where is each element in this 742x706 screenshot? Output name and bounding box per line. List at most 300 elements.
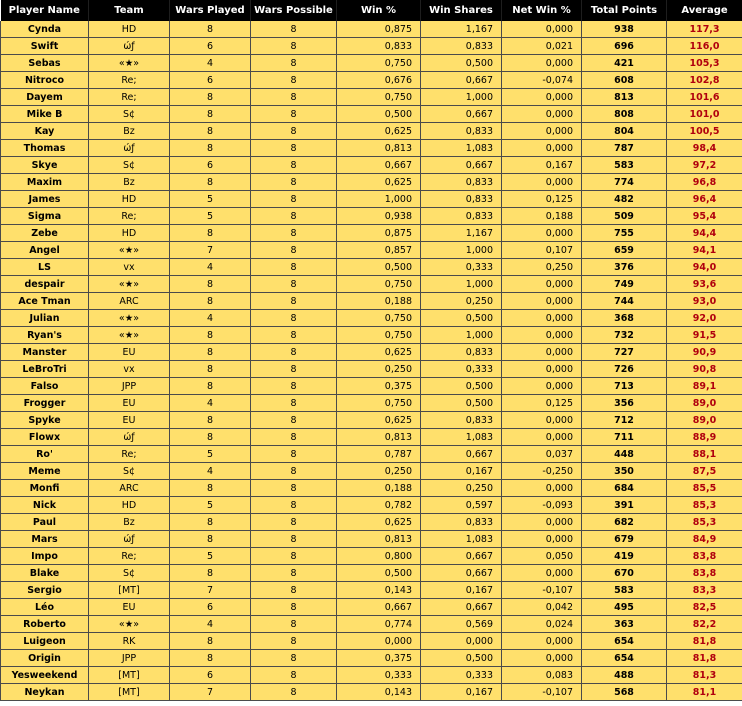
wars-played-cell: 8 [170,412,251,429]
win-shares-cell: 0,597 [421,497,502,514]
net-win-pct-cell: 0,037 [502,446,582,463]
table-row [1,429,742,446]
net-win-pct-cell: 0,125 [502,395,582,412]
win-pct-cell: 0,667 [337,157,421,174]
table-row [1,514,742,531]
average-cell: 81,1 [667,684,742,701]
win-shares-cell: 0,250 [421,293,502,310]
wars-possible-cell: 8 [251,514,337,531]
wars-possible-cell: 8 [251,565,337,582]
wars-played-cell: 8 [170,344,251,361]
win-pct-cell: 0,875 [337,225,421,242]
average-cell: 82,5 [667,599,742,616]
wars-possible-cell: 8 [251,208,337,225]
player-name-cell: Kay [1,123,89,140]
wars-possible-cell: 8 [251,446,337,463]
team-cell: «★» [89,276,170,293]
net-win-pct-cell: -0,093 [502,497,582,514]
win-pct-cell: 0,750 [337,327,421,344]
player-name-cell: Dayem [1,89,89,106]
table-row [1,497,742,514]
average-cell: 116,0 [667,38,742,55]
wars-played-cell: 6 [170,72,251,89]
player-name-cell: Maxim [1,174,89,191]
win-pct-cell: 0,000 [337,633,421,650]
net-win-pct-cell: 0,000 [502,310,582,327]
player-name-cell: Mike B [1,106,89,123]
win-pct-cell: 0,625 [337,123,421,140]
win-pct-cell: 0,750 [337,276,421,293]
wars-played-cell: 8 [170,378,251,395]
table-row [1,310,742,327]
player-name-cell: Meme [1,463,89,480]
wars-possible-cell: 8 [251,361,337,378]
total-points-cell: 350 [582,463,667,480]
win-pct-cell: 0,857 [337,242,421,259]
team-cell: Bz [89,174,170,191]
wars-played-cell: 8 [170,633,251,650]
wars-played-cell: 8 [170,276,251,293]
win-pct-cell: 0,750 [337,55,421,72]
net-win-pct-cell: 0,188 [502,208,582,225]
net-win-pct-cell: -0,250 [502,463,582,480]
table-row [1,344,742,361]
table-row [1,123,742,140]
wars-possible-cell: 8 [251,106,337,123]
wars-possible-cell: 8 [251,667,337,684]
team-cell: vx [89,259,170,276]
total-points-cell: 808 [582,106,667,123]
wars-played-cell: 8 [170,140,251,157]
wars-played-cell: 8 [170,531,251,548]
player-name-cell: Swift [1,38,89,55]
win-pct-cell: 0,750 [337,310,421,327]
table-row [1,395,742,412]
total-points-cell: 659 [582,242,667,259]
win-pct-cell: 0,813 [337,140,421,157]
net-win-pct-cell: 0,000 [502,21,582,38]
player-name-cell: Julian [1,310,89,327]
win-pct-cell: 0,500 [337,565,421,582]
header-wars-played: Wars Played [170,0,251,21]
team-cell: HD [89,191,170,208]
table-row [1,276,742,293]
wars-possible-cell: 8 [251,38,337,55]
win-shares-cell: 1,167 [421,225,502,242]
header-team: Team [89,0,170,21]
wars-possible-cell: 8 [251,259,337,276]
average-cell: 84,9 [667,531,742,548]
wars-played-cell: 4 [170,395,251,412]
wars-possible-cell: 8 [251,548,337,565]
player-name-cell: Falso [1,378,89,395]
win-pct-cell: 0,188 [337,480,421,497]
win-shares-cell: 1,083 [421,429,502,446]
wars-played-cell: 6 [170,157,251,174]
win-pct-cell: 0,800 [337,548,421,565]
wars-played-cell: 8 [170,361,251,378]
header-net-win-pct: Net Win % [502,0,582,21]
wars-possible-cell: 8 [251,412,337,429]
player-name-cell: Flowx [1,429,89,446]
win-shares-cell: 0,667 [421,599,502,616]
team-cell: S¢ [89,157,170,174]
header-total-points: Total Points [582,0,667,21]
total-points-cell: 488 [582,667,667,684]
wars-played-cell: 8 [170,293,251,310]
win-shares-cell: 0,167 [421,684,502,701]
wars-possible-cell: 8 [251,497,337,514]
total-points-cell: 813 [582,89,667,106]
wars-possible-cell: 8 [251,242,337,259]
wars-possible-cell: 8 [251,276,337,293]
wars-possible-cell: 8 [251,531,337,548]
table-row [1,157,742,174]
win-pct-cell: 0,676 [337,72,421,89]
team-cell: ώƒ [89,140,170,157]
table-row [1,89,742,106]
wars-played-cell: 8 [170,174,251,191]
win-shares-cell: 0,833 [421,514,502,531]
wars-possible-cell: 8 [251,344,337,361]
header-wars-possible: Wars Possible [251,0,337,21]
wars-played-cell: 6 [170,38,251,55]
table-row [1,446,742,463]
net-win-pct-cell: 0,000 [502,514,582,531]
table-row [1,548,742,565]
total-points-cell: 679 [582,531,667,548]
player-name-cell: Roberto [1,616,89,633]
win-shares-cell: 1,000 [421,89,502,106]
wars-played-cell: 7 [170,242,251,259]
win-pct-cell: 0,375 [337,650,421,667]
average-cell: 89,0 [667,412,742,429]
total-points-cell: 419 [582,548,667,565]
net-win-pct-cell: 0,167 [502,157,582,174]
net-win-pct-cell: 0,000 [502,89,582,106]
average-cell: 83,8 [667,548,742,565]
net-win-pct-cell: 0,021 [502,38,582,55]
win-pct-cell: 0,750 [337,89,421,106]
win-pct-cell: 0,250 [337,463,421,480]
player-name-cell: Mars [1,531,89,548]
net-win-pct-cell: 0,024 [502,616,582,633]
wars-possible-cell: 8 [251,378,337,395]
win-shares-cell: 0,500 [421,395,502,412]
average-cell: 92,0 [667,310,742,327]
win-pct-cell: 0,774 [337,616,421,633]
net-win-pct-cell: -0,074 [502,72,582,89]
wars-played-cell: 8 [170,565,251,582]
wars-played-cell: 7 [170,582,251,599]
average-cell: 101,0 [667,106,742,123]
wars-played-cell: 5 [170,208,251,225]
wars-possible-cell: 8 [251,123,337,140]
team-cell: Re; [89,89,170,106]
wars-played-cell: 4 [170,310,251,327]
total-points-cell: 356 [582,395,667,412]
average-cell: 87,5 [667,463,742,480]
win-shares-cell: 0,333 [421,259,502,276]
win-shares-cell: 0,500 [421,55,502,72]
header-win-pct: Win % [337,0,421,21]
wars-possible-cell: 8 [251,684,337,701]
player-name-cell: Luigeon [1,633,89,650]
wars-played-cell: 8 [170,429,251,446]
team-cell: S¢ [89,463,170,480]
average-cell: 105,3 [667,55,742,72]
win-pct-cell: 0,500 [337,259,421,276]
total-points-cell: 787 [582,140,667,157]
win-pct-cell: 0,625 [337,514,421,531]
total-points-cell: 363 [582,616,667,633]
win-shares-cell: 0,667 [421,565,502,582]
team-cell: ARC [89,293,170,310]
wars-played-cell: 4 [170,463,251,480]
win-shares-cell: 0,667 [421,106,502,123]
average-cell: 96,4 [667,191,742,208]
player-name-cell: Zebe [1,225,89,242]
total-points-cell: 682 [582,514,667,531]
wars-played-cell: 5 [170,446,251,463]
average-cell: 94,4 [667,225,742,242]
team-cell: Re; [89,446,170,463]
average-cell: 94,1 [667,242,742,259]
team-cell: Re; [89,548,170,565]
win-pct-cell: 0,813 [337,531,421,548]
total-points-cell: 583 [582,157,667,174]
total-points-cell: 727 [582,344,667,361]
win-shares-cell: 0,833 [421,208,502,225]
table-header [1,0,742,21]
team-cell: RK [89,633,170,650]
win-shares-cell: 0,833 [421,344,502,361]
wars-possible-cell: 8 [251,174,337,191]
average-cell: 88,1 [667,446,742,463]
team-cell: [MT] [89,667,170,684]
player-name-cell: Origin [1,650,89,667]
team-cell: EU [89,395,170,412]
win-pct-cell: 0,787 [337,446,421,463]
average-cell: 98,4 [667,140,742,157]
win-shares-cell: 1,000 [421,242,502,259]
win-pct-cell: 0,188 [337,293,421,310]
wars-possible-cell: 8 [251,293,337,310]
win-shares-cell: 0,500 [421,650,502,667]
wars-possible-cell: 8 [251,599,337,616]
player-name-cell: Blake [1,565,89,582]
team-cell: Bz [89,123,170,140]
wars-played-cell: 6 [170,667,251,684]
team-cell: Bz [89,514,170,531]
net-win-pct-cell: 0,000 [502,480,582,497]
win-shares-cell: 1,000 [421,276,502,293]
wars-played-cell: 8 [170,225,251,242]
team-cell: Re; [89,72,170,89]
table-row [1,174,742,191]
player-name-cell: Ro' [1,446,89,463]
win-pct-cell: 0,833 [337,38,421,55]
table-row [1,106,742,123]
team-cell: «★» [89,616,170,633]
wars-possible-cell: 8 [251,191,337,208]
win-shares-cell: 0,667 [421,446,502,463]
win-shares-cell: 0,000 [421,633,502,650]
total-points-cell: 732 [582,327,667,344]
wars-possible-cell: 8 [251,650,337,667]
total-points-cell: 684 [582,480,667,497]
net-win-pct-cell: -0,107 [502,582,582,599]
total-points-cell: 654 [582,633,667,650]
team-cell: [MT] [89,582,170,599]
average-cell: 85,3 [667,497,742,514]
table-row [1,72,742,89]
total-points-cell: 421 [582,55,667,72]
win-pct-cell: 0,938 [337,208,421,225]
wars-played-cell: 4 [170,616,251,633]
table-row [1,38,742,55]
net-win-pct-cell: 0,000 [502,140,582,157]
win-pct-cell: 0,625 [337,174,421,191]
average-cell: 91,5 [667,327,742,344]
total-points-cell: 608 [582,72,667,89]
table-row [1,140,742,157]
win-shares-cell: 0,833 [421,191,502,208]
table-row [1,463,742,480]
player-name-cell: Neykan [1,684,89,701]
average-cell: 117,3 [667,21,742,38]
win-shares-cell: 0,667 [421,72,502,89]
average-cell: 93,6 [667,276,742,293]
table-row [1,378,742,395]
table-row [1,191,742,208]
average-cell: 90,8 [667,361,742,378]
wars-possible-cell: 8 [251,72,337,89]
team-cell: ώƒ [89,531,170,548]
wars-possible-cell: 8 [251,480,337,497]
total-points-cell: 696 [582,38,667,55]
total-points-cell: 583 [582,582,667,599]
win-shares-cell: 0,833 [421,38,502,55]
team-cell: HD [89,21,170,38]
net-win-pct-cell: 0,000 [502,565,582,582]
win-pct-cell: 0,667 [337,599,421,616]
average-cell: 81,8 [667,633,742,650]
win-pct-cell: 0,375 [337,378,421,395]
total-points-cell: 804 [582,123,667,140]
net-win-pct-cell: 0,000 [502,55,582,72]
table-row [1,208,742,225]
net-win-pct-cell: 0,000 [502,650,582,667]
player-name-cell: Thomas [1,140,89,157]
average-cell: 90,9 [667,344,742,361]
total-points-cell: 938 [582,21,667,38]
team-cell: ώƒ [89,38,170,55]
average-cell: 94,0 [667,259,742,276]
wars-played-cell: 7 [170,684,251,701]
player-name-cell: Manster [1,344,89,361]
win-pct-cell: 0,875 [337,21,421,38]
average-cell: 88,9 [667,429,742,446]
average-cell: 101,6 [667,89,742,106]
total-points-cell: 755 [582,225,667,242]
team-cell: «★» [89,310,170,327]
wars-played-cell: 8 [170,514,251,531]
table-row [1,21,742,38]
team-cell: Re; [89,208,170,225]
win-pct-cell: 0,500 [337,106,421,123]
net-win-pct-cell: 0,000 [502,378,582,395]
win-shares-cell: 1,083 [421,531,502,548]
team-cell: S¢ [89,565,170,582]
win-shares-cell: 0,667 [421,157,502,174]
net-win-pct-cell: 0,083 [502,667,582,684]
wars-possible-cell: 8 [251,55,337,72]
team-cell: vx [89,361,170,378]
player-name-cell: Ace Tman [1,293,89,310]
total-points-cell: 749 [582,276,667,293]
win-pct-cell: 0,625 [337,344,421,361]
player-name-cell: Monfi [1,480,89,497]
win-shares-cell: 0,500 [421,378,502,395]
player-name-cell: Yesweekend [1,667,89,684]
win-shares-cell: 0,569 [421,616,502,633]
net-win-pct-cell: -0,107 [502,684,582,701]
wars-possible-cell: 8 [251,157,337,174]
total-points-cell: 774 [582,174,667,191]
player-name-cell: Angel [1,242,89,259]
table-row [1,225,742,242]
net-win-pct-cell: 0,000 [502,361,582,378]
table-row [1,327,742,344]
average-cell: 85,5 [667,480,742,497]
win-shares-cell: 0,167 [421,582,502,599]
team-cell: JPP [89,378,170,395]
team-cell: [MT] [89,684,170,701]
wars-possible-cell: 8 [251,21,337,38]
net-win-pct-cell: 0,125 [502,191,582,208]
table-row [1,582,742,599]
wars-played-cell: 8 [170,650,251,667]
net-win-pct-cell: 0,050 [502,548,582,565]
player-name-cell: Frogger [1,395,89,412]
average-cell: 83,3 [667,582,742,599]
net-win-pct-cell: 0,042 [502,599,582,616]
team-cell: EU [89,344,170,361]
table-row [1,565,742,582]
wars-possible-cell: 8 [251,327,337,344]
average-cell: 102,8 [667,72,742,89]
table-row [1,412,742,429]
win-pct-cell: 0,625 [337,412,421,429]
average-cell: 82,2 [667,616,742,633]
average-cell: 97,2 [667,157,742,174]
win-shares-cell: 1,167 [421,21,502,38]
wars-possible-cell: 8 [251,395,337,412]
win-shares-cell: 0,833 [421,174,502,191]
player-name-cell: Ryan's [1,327,89,344]
table-row [1,531,742,548]
net-win-pct-cell: 0,000 [502,633,582,650]
team-cell: HD [89,497,170,514]
team-cell: S¢ [89,106,170,123]
team-cell: ώƒ [89,429,170,446]
table-row [1,684,742,701]
net-win-pct-cell: 0,000 [502,106,582,123]
win-pct-cell: 0,333 [337,667,421,684]
win-shares-cell: 0,833 [421,412,502,429]
wars-played-cell: 8 [170,89,251,106]
